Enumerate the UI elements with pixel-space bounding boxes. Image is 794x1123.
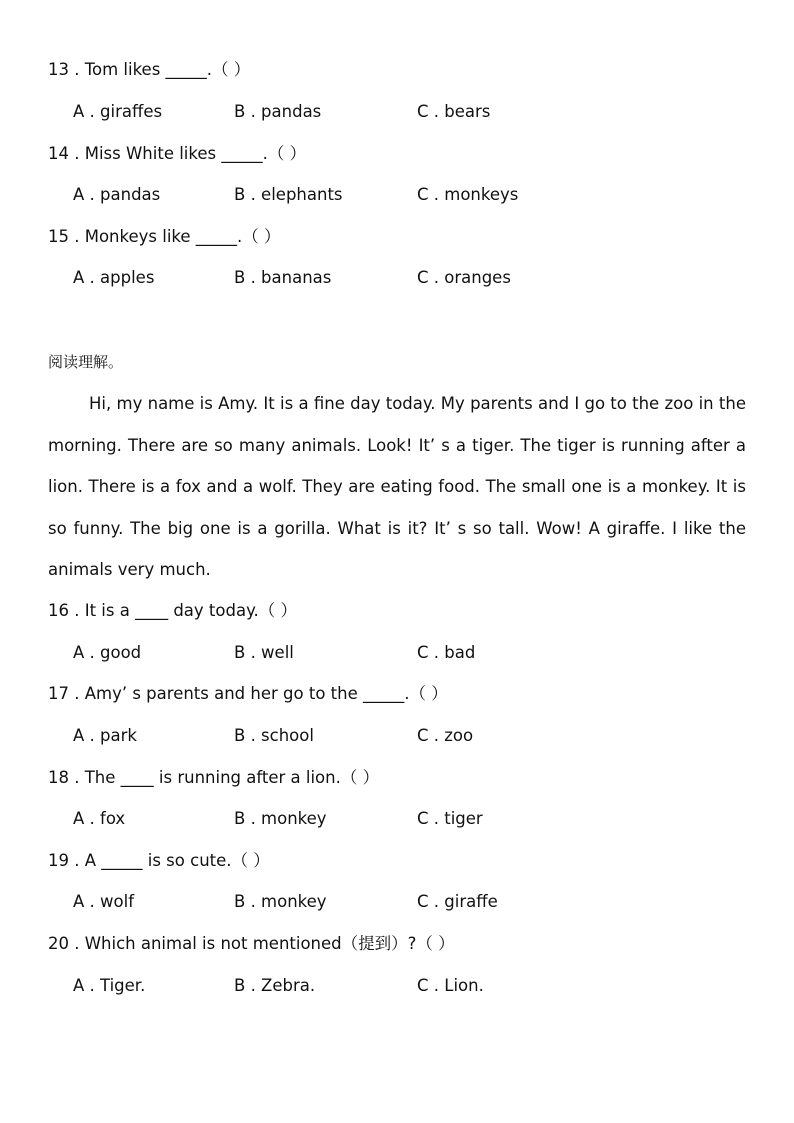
option-b: B . pandas <box>234 102 322 121</box>
question-16-options <box>73 643 733 663</box>
question-17: 17 . Amy’ s parents and her go to the _____.（ ） <box>48 684 448 703</box>
option-c: C . monkeys <box>417 185 519 204</box>
question-20-options <box>73 976 733 996</box>
question-15-options <box>73 268 733 288</box>
option-a: A . fox <box>73 809 126 828</box>
option-b: B . elephants <box>234 185 343 204</box>
option-b: B . well <box>234 643 294 662</box>
option-b: B . monkey <box>234 892 327 911</box>
question-14: 14 . Miss White likes _____.（ ） <box>48 144 307 163</box>
question-17-options <box>73 726 733 746</box>
option-b: B . Zebra. <box>234 976 316 995</box>
question-19-options <box>73 892 733 912</box>
question-18: 18 . The ____ is running after a lion.（ ） <box>48 768 380 787</box>
option-c: C . bad <box>417 643 476 662</box>
option-a: A . wolf <box>73 892 135 911</box>
option-c: C . bears <box>417 102 491 121</box>
option-a: A . good <box>73 643 142 662</box>
question-14-options <box>73 185 733 205</box>
option-a: A . pandas <box>73 185 161 204</box>
option-c: C . zoo <box>417 726 474 745</box>
option-c: C . tiger <box>417 809 483 828</box>
option-b: B . bananas <box>234 268 332 287</box>
option-a: A . park <box>73 726 137 745</box>
passage-text: Hi, my name is Amy. It is a fine day today. My parents and I go to the zoo in the morning. There are so many animals. Look! It’ s a tiger. The tiger is running after a lion. There is a fox and a wolf. They are eating food. The small one is a monkey. It is so funny. The big one is a gorilla. What is it? It’ s so tall. Wow! A giraffe. I like the animals very much. <box>48 394 746 580</box>
question-13: 13 . Tom likes _____.（ ） <box>48 60 251 79</box>
option-c: C . Lion. <box>417 976 484 995</box>
option-c: C . giraffe <box>417 892 498 911</box>
question-15: 15 . Monkeys like _____.（ ） <box>48 227 281 246</box>
option-b: B . school <box>234 726 314 745</box>
question-20: 20 . Which animal is not mentioned（提到）?（ ） <box>48 934 455 953</box>
question-16: 16 . It is a ____ day today.（ ） <box>48 601 297 620</box>
option-a: A . giraffes <box>73 102 163 121</box>
section-title: 阅读理解。 <box>48 353 124 371</box>
option-b: B . monkey <box>234 809 327 828</box>
option-a: A . apples <box>73 268 155 287</box>
reading-passage <box>48 383 746 591</box>
question-19: 19 . A _____ is so cute.（ ） <box>48 851 270 870</box>
question-13-options <box>73 102 733 122</box>
option-c: C . oranges <box>417 268 511 287</box>
question-18-options <box>73 809 733 829</box>
option-a: A . Tiger. <box>73 976 146 995</box>
